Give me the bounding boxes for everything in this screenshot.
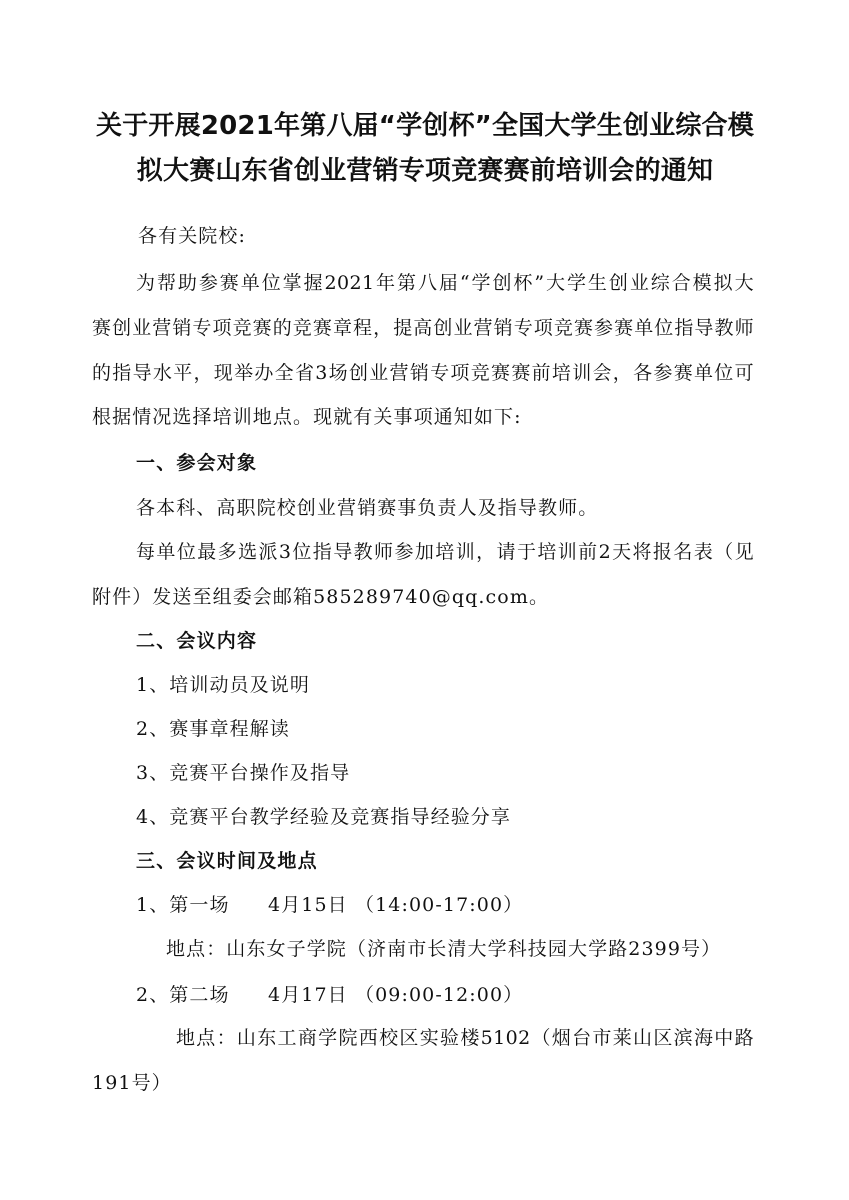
intro-line-4: 根据情况选择培训地点。现就有关事项通知如下: [92,406,522,428]
section-heading-time-location: 三、会议时间及地点 [136,850,318,872]
session-1-time: （14:00-17:00） [355,894,524,916]
session-1-label: 1、第一场 [136,894,230,916]
session-2-time: （09:00-12:00） [355,984,524,1006]
registration-line-1: 每单位最多选派3位指导教师参加培训，请于培训前2天将报名表（见 [136,541,754,563]
document-title-line-2: 拟大赛山东省创业营销专项竞赛赛前培训会的通知 [136,156,714,186]
intro-line-3: 的指导水平，现举办全省3场创业营销专项竞赛赛前培训会，各参赛单位可 [92,362,754,384]
attendees-paragraph: 各本科、高职院校创业营销赛事负责人及指导教师。 [136,497,599,519]
session-2-date: 4月17日 [268,984,348,1006]
session-2-location-line-2: 191号） [92,1072,172,1094]
session-1-date: 4月15日 [268,894,348,916]
document-title-line-1: 关于开展2021年第八届“学创杯”全国大学生创业综合模 [96,111,754,141]
intro-line-1: 为帮助参赛单位掌握2021年第八届“学创杯”大学生创业综合模拟大 [136,272,754,294]
content-item-3: 3、竞赛平台操作及指导 [136,762,351,784]
section-heading-attendees: 一、参会对象 [136,452,258,474]
session-2-location-line-1: 地点：山东工商学院西校区实验楼5102（烟台市莱山区滨海中路 [176,1027,754,1049]
content-item-4: 4、竞赛平台教学经验及竞赛指导经验分享 [136,806,511,828]
salutation: 各有关院校: [138,225,247,247]
registration-line-2: 附件）发送至组委会邮箱585289740@qq.com。 [92,586,550,608]
section-heading-content: 二、会议内容 [136,630,258,652]
intro-line-2: 赛创业营销专项竞赛的竞赛章程，提高创业营销专项竞赛参赛单位指导教师 [92,317,754,339]
content-item-1: 1、培训动员及说明 [136,674,310,696]
session-1-location: 地点：山东女子学院（济南市长清大学科技园大学路2399号） [166,938,722,960]
session-2-label: 2、第二场 [136,984,230,1006]
content-item-2: 2、赛事章程解读 [136,718,290,740]
